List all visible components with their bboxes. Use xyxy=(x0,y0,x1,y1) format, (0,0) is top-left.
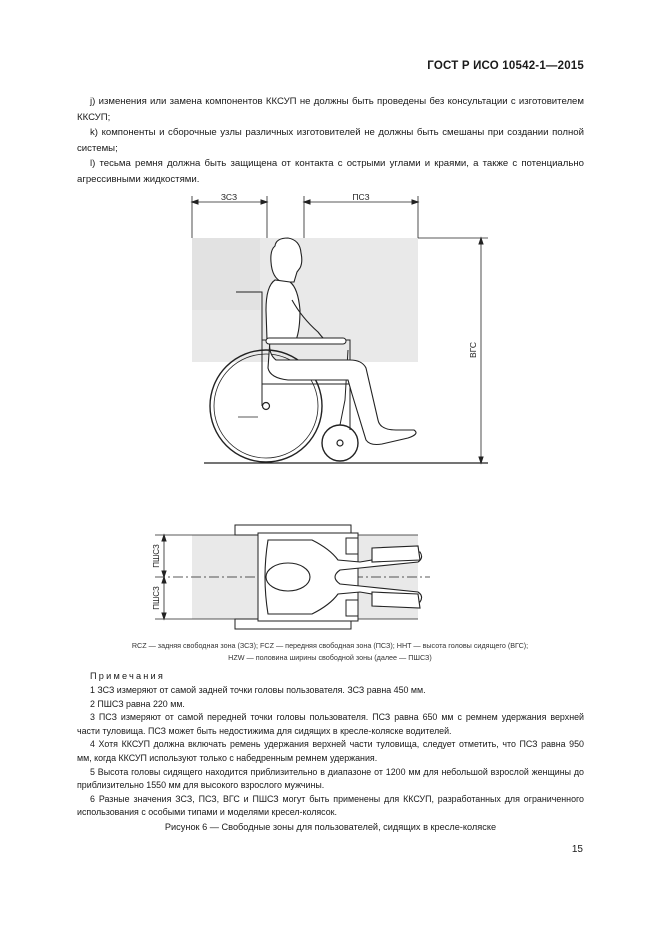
notes-title: Примечания xyxy=(90,671,166,681)
rear-zone-label: ЗСЗ xyxy=(220,192,238,202)
head-height-label: ВГС xyxy=(468,341,478,359)
side-view xyxy=(192,196,488,463)
top-view xyxy=(155,525,430,629)
note-item: 5 Высота головы сидящего находится приблизительно в диапазоне от 1200 мм для небольшой взрослой женщины до приблизительно 1550 мм для высокого взрослого мужчины. xyxy=(77,766,584,791)
legend-line-2: HZW — половина ширины свободной зоны (далее — ПШСЗ) xyxy=(228,653,432,662)
figure-legend xyxy=(70,640,590,664)
half-width-label-upper: ПШСЗ xyxy=(152,544,161,568)
caster-wheel xyxy=(322,425,358,461)
paragraph-l: l) тесьма ремня должна быть защищена от контакта с острыми углами и краями, а также с потенциально агрессивными жидкостями. xyxy=(77,158,584,185)
figure-caption: Рисунок 6 — Свободные зоны для пользователей, сидящих в кресле-коляске xyxy=(164,822,497,832)
half-width-label-lower: ПШСЗ xyxy=(152,586,161,610)
note-item: 2 ПШСЗ равна 220 мм. xyxy=(90,698,185,709)
legend-line-1: RCZ — задняя свободная зона (ЗСЗ); FCZ — передняя свободная зона (ПСЗ); HHT — высота головы сидящего (ВГС); xyxy=(131,641,529,650)
page-number: 15 xyxy=(571,844,583,855)
note-item: 3 ПСЗ измеряют от самой передней точки головы пользователя. ПСЗ равна 650 мм с ремнем удержания верхней части туловища. ПСЗ может быть недостижима для сидящих в кресле-коляске водителей. xyxy=(77,712,584,736)
note-item: 4 Хотя ККСУП должна включать ремень удержания верхней части туловища, следует отметить, что ПСЗ равна 950 мм, когда ККСУП используют только с набедренным ремнем удержания. xyxy=(77,739,584,763)
front-zone-label: ПСЗ xyxy=(352,192,370,202)
paragraph-j: j) изменения или замена компонентов ККСУП не должны быть проведены без консультации с изготовителем ККСУП; xyxy=(77,96,584,123)
note-item: 1 ЗСЗ измеряют от самой задней точки головы пользователя. ЗСЗ равна 450 мм. xyxy=(90,685,426,695)
document-id-header: ГОСТ Р ИСО 10542-1—2015 xyxy=(427,60,584,72)
paragraph-k: k) компоненты и сборочные узлы различных изготовителей не должны быть смешаны при создании полной системы; xyxy=(77,127,584,154)
notes-list xyxy=(77,684,584,820)
note-item: 6 Разные значения ЗСЗ, ПСЗ, ВГС и ПШСЗ могут быть применены для ККСУП, разработанных для ограниченного использования с особыми типами и моделями кресел-колясок. xyxy=(77,793,584,818)
